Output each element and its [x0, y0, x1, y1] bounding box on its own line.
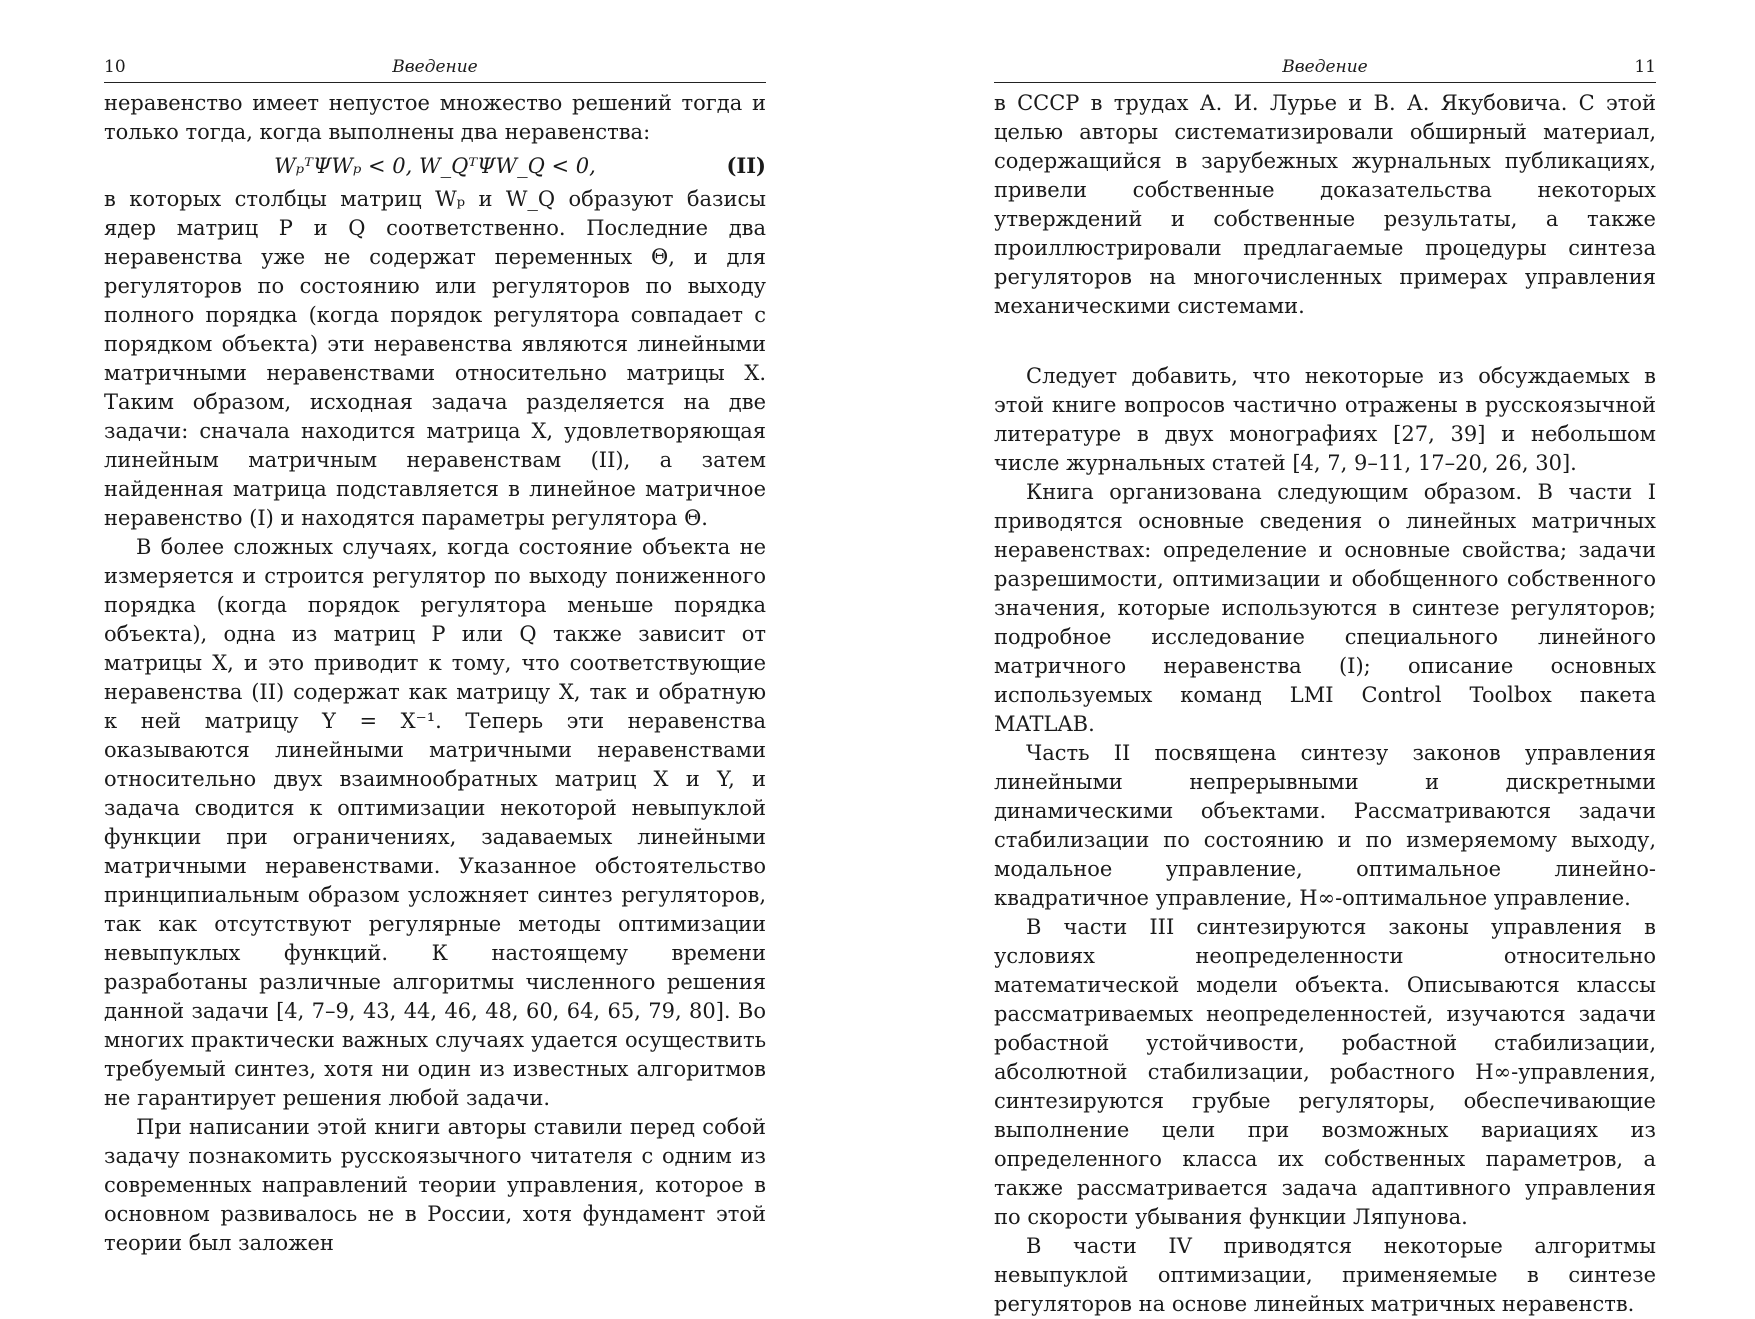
right-paragraph-2: Следует добавить, что некоторые из обсуждаемых в этой книге вопросов частично отражены в русскоязычной литературе в двух монографиях [27, 39] и небольшом числе журнальных статей [4, 7, 9–11, 17–20, 26, 30].	[994, 364, 1656, 475]
right-paragraph-6: В части IV приводятся некоторые алгоритмы невыпуклой оптимизации, применяемые в синтезе регуляторов на основе линейных матричных неравенств.	[994, 1234, 1656, 1316]
formula-ii	[104, 147, 766, 185]
right-paragraph-3: Книга организована следующим образом. В части I приводятся основные сведения о линейных матричных неравенствах: определение и основные свойства; задачи разрешимости, оптимизации и обобщенного собственного значения, которые используются в синтезе регуляторов; подробное исследование специального линейного матричного неравенства (I); описание основных используемых команд LMI Control Toolbox пакета MATLAB.	[994, 480, 1656, 736]
right-page-body	[994, 89, 1656, 1319]
left-page-number: 10	[104, 57, 126, 77]
left-paragraph-4: При написании этой книги авторы ставили перед собой задачу познакомить русскоязычного читателя с одним из современных направлений теории управления, которое в основном развивалось не в России, хотя фундамент этой теории был заложен	[104, 1115, 766, 1255]
left-page	[104, 52, 766, 1258]
right-paragraph-4: Часть II посвящена синтезу законов управления линейными непрерывными и дискретными динамическими объектами. Рассматриваются задачи стабилизации по состоянию и по измеряемому выходу, модальное управление, оптимальное линейно-квадратичное управление, H∞-оптимальное управление.	[994, 741, 1656, 910]
formula-ii-tag: (II)	[726, 153, 766, 178]
right-running-head: Введение	[1282, 57, 1368, 77]
left-page-header	[104, 52, 766, 83]
right-paragraph-5: В части III синтезируются законы управления в условиях неопределенности относительно математической модели объекта. Описываются классы рассматриваемых неопределенностей, изучаются задачи робастной устойчивости, робастной стабилизации, абсолютной стабилизации, робастного H∞-управления, синтезируются грубые регуляторы, обеспечивающие выполнение цели при возможных вариациях из определенного класса их собственных параметров, а также рассматривается задача адаптивного управления по скорости убывания функции Ляпунова.	[994, 915, 1656, 1229]
left-running-head: Введение	[392, 57, 478, 77]
section-gap	[994, 321, 1656, 362]
left-page-body	[104, 89, 766, 1258]
right-page-header	[994, 52, 1656, 83]
left-paragraph-3: В более сложных случаях, когда состояние объекта не измеряется и строится регулятор по выходу пониженного порядка (когда порядок регулятора меньше порядка объекта), одна из матриц P или Q также зависит от матрицы X, и это приводит к тому, что соответствующие неравенства (II) содержат как матрицу X, так и обратную к ней матрицу Y = X⁻¹. Теперь эти неравенства оказываются линейными матричными неравенствами относительно двух взаимнообратных матриц X и Y, и задача сводится к оптимизации некоторой невыпуклой функции при ограничениях, задаваемых линейными матричными неравенствами. Указанное обстоятельство принципиальным образом усложняет синтез регуляторов, так как отсутствуют регулярные методы оптимизации невыпуклых функций. К настоящему времени разработаны различные алгоритмы численного решения данной задачи [4, 7–9, 43, 44, 46, 48, 60, 64, 65, 79, 80]. Во многих практически важных случаях удается осуществить требуемый синтез, хотя ни один из известных алгоритмов не гарантирует решения любой задачи.	[104, 535, 766, 1110]
right-page-number: 11	[1634, 57, 1656, 77]
left-paragraph-2: в которых столбцы матриц Wₚ и W_Q образуют базисы ядер матриц P и Q соответственно. Последние два неравенства уже не содержат переменных Θ, и для регуляторов по состоянию или регуляторов по выходу полного порядка (когда порядок регулятора совпадает с порядком объекта) эти неравенства являются линейными матричными неравенствами относительно матрицы X. Таким образом, исходная задача разделяется на две задачи: сначала находится матрица X, удовлетворяющая линейным матричным неравенствам (II), а затем найденная матрица подставляется в линейное матричное неравенство (I) и находятся параметры регулятора Θ.	[104, 187, 766, 530]
formula-ii-expression: WₚᵀΨWₚ < 0, W_QᵀΨW_Q < 0,	[274, 154, 596, 178]
right-page	[994, 52, 1656, 1319]
left-paragraph-1: неравенство имеет непустое множество решений тогда и только тогда, когда выполнены два неравенства:	[104, 91, 766, 144]
right-paragraph-1: в СССР в трудах А. И. Лурье и В. А. Якубовича. С этой целью авторы систематизировали обширный материал, содержащийся в зарубежных журнальных публикациях, привели собственные доказательства некоторых утверждений и собственные результаты, а также проиллюстрировали предлагаемые процедуры синтеза регуляторов на многочисленных примерах управления механическими системами.	[994, 91, 1656, 318]
